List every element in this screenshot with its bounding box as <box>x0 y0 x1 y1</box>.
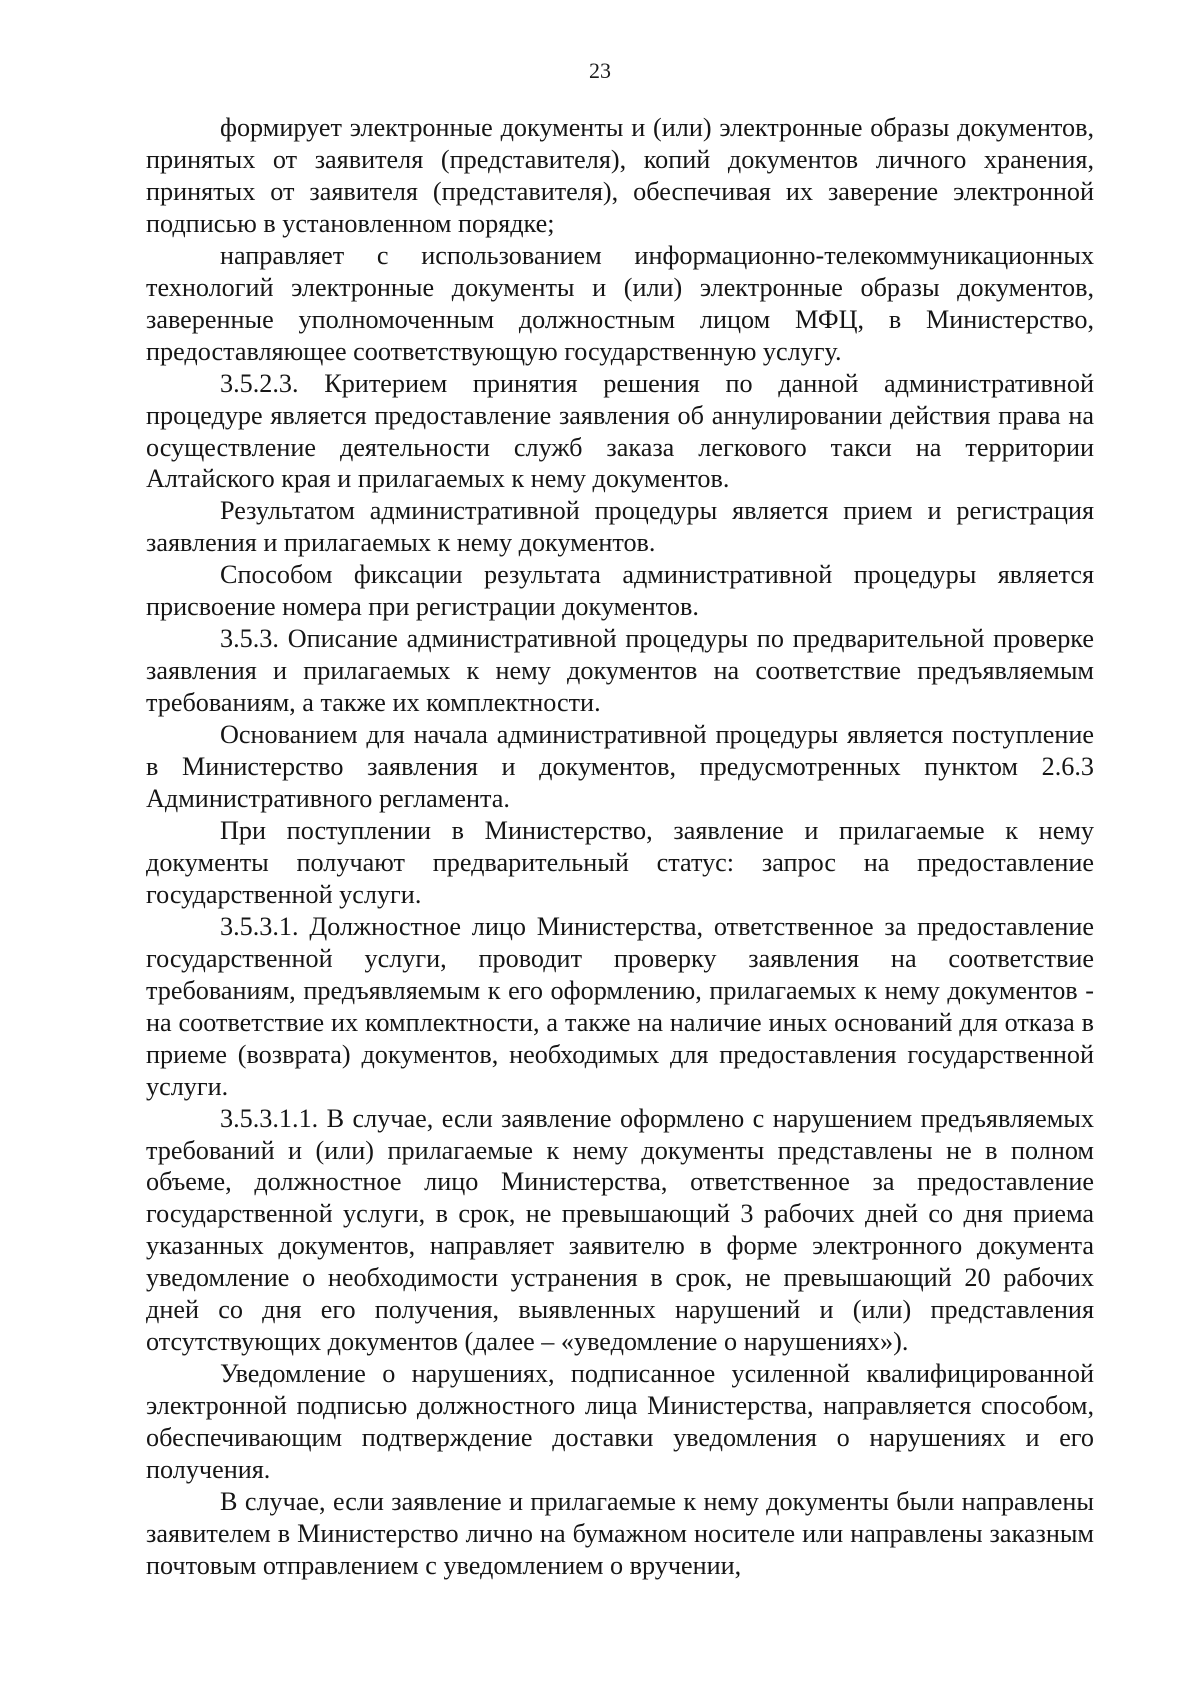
paragraph: 3.5.2.3. Критерием принятия решения по данной административной процедуре является предоставление заявления об аннулировании действия права на осуществление деятельности служб заказа легкового такси на территории Алтайского края и прилагаемых к нему документов. <box>146 368 1094 494</box>
paragraph: формирует электронные документы и (или) электронные образы документов, принятых от заявителя (представителя), копий документов личного хранения, принятых от заявителя (представителя), обеспечивая их заверение электронной подписью в установленном порядке; <box>146 113 1094 238</box>
paragraph: направляет с использованием информационно-телекоммуникационных технологий электронные документы и (или) электронные образы документов, заверенные уполномоченным должностным лицом МФЦ, в Министерство, предоставляющее соответствующую государственную услугу. <box>146 240 1094 366</box>
paragraph: При поступлении в Министерство, заявление и прилагаемые к нему документы получают предварительный статус: запрос на предоставление государственной услуги. <box>146 815 1094 909</box>
paragraph: Способом фиксации результата административной процедуры является присвоение номера при регистрации документов. <box>146 560 1094 622</box>
document-body <box>146 112 1094 1582</box>
paragraph: 3.5.3.1.1. В случае, если заявление оформлено с нарушением предъявляемых требований и (или) прилагаемые к нему документы представлены не в полном объеме, должностное лицо Министерства, ответственное за предоставление государственной услуги, в срок, не превышающий 3 рабочих дней со дня приема указанных документов, направляет заявителю в форме электронного документа уведомление о необходимости устранения в срок, не превышающий 20 рабочих дней со дня его получения, выявленных нарушений и (или) представления отсутствующих документов (далее – «уведомление о нарушениях»). <box>146 1103 1094 1357</box>
paragraph: В случае, если заявление и прилагаемые к нему документы были направлены заявителем в Министерство лично на бумажном носителе или направлены заказным почтовым отправлением с уведомлением о вручении, <box>146 1486 1094 1580</box>
paragraph: Основанием для начала административной процедуры является поступление в Министерство заявления и документов, предусмотренных пунктом 2.6.3 Административного регламента. <box>146 720 1094 814</box>
paragraph: 3.5.3.1. Должностное лицо Министерства, ответственное за предоставление государственной услуги, проводит проверку заявления на соответствие требованиям, предъявляемым к его оформлению, прилагаемых к нему документов - на соответствие их комплектности, а также на наличие иных оснований для отказа в приеме (возврата) документов, необходимых для предоставления государственной услуги. <box>146 911 1094 1101</box>
paragraph: Результатом административной процедуры является прием и регистрация заявления и прилагаемых к нему документов. <box>146 496 1094 558</box>
paragraph: Уведомление о нарушениях, подписанное усиленной квалифицированной электронной подписью должностного лица Министерства, направляется способом, обеспечивающим подтверждение доставки уведомления о нарушениях и его получения. <box>146 1359 1094 1485</box>
page-number: 23 <box>589 58 611 83</box>
paragraph: 3.5.3. Описание административной процедуры по предварительной проверке заявления и прилагаемых к нему документов на соответствие предъявляемым требованиям, а также их комплектности. <box>146 624 1094 718</box>
